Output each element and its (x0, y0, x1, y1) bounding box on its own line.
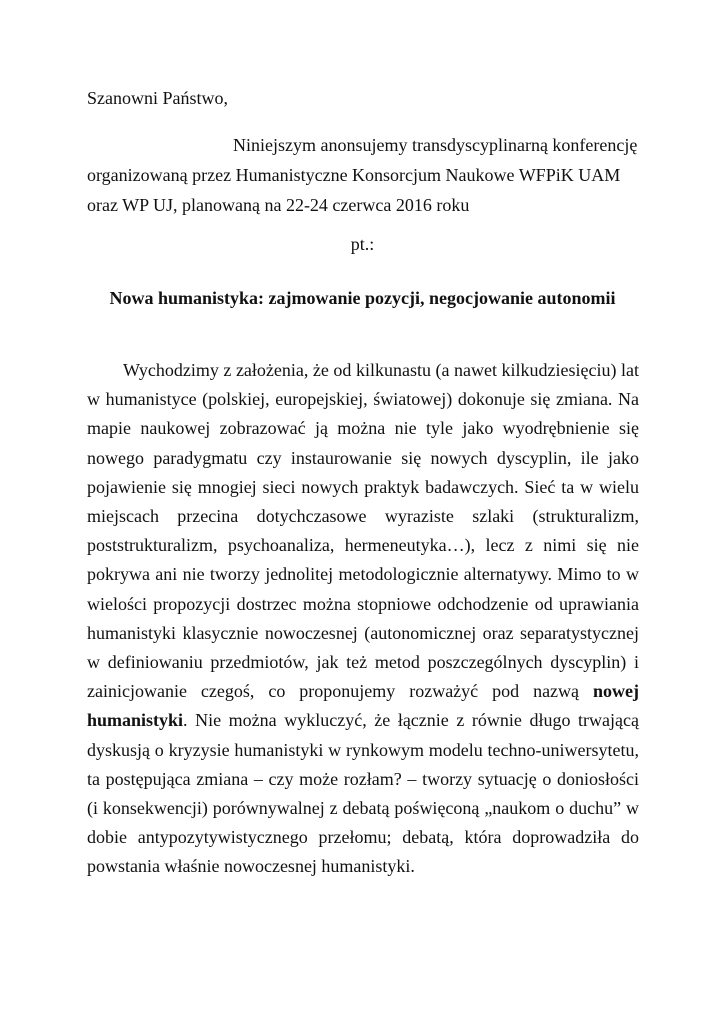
salutation: Szanowni Państwo, (87, 88, 228, 108)
body-emphasis: nowej humanistyki (87, 681, 639, 731)
title-prefix: pt.: (350, 234, 375, 254)
body-text-part-2: . Nie można wykluczyć, że łącznie z równie długo trwającą dyskusją o kryzysie humanistyki w rynkowym modelu techno-uniwersytetu, ta postępująca zmiana – czy może rozłam? – tworzy sytuację o doniosłości (i konsekwencji) porównywalnej z debatą poświęconą „naukom o duchu” w dobie antypozytywistycznego przełomu; debatą, która doprowadziła do powstania właśnie nowoczesnej humanistyki. (87, 710, 639, 877)
conference-title: Nowa humanistyka: zajmowanie pozycji, negocjowanie autonomii (109, 288, 616, 308)
body-paragraph (87, 356, 639, 882)
intro-paragraph: Niniejszym anonsujemy transdyscyplinarną konferencję organizowaną przez Humanistyczne Konsorcjum Naukowe WFPiK UAM oraz WP UJ, planowaną na 22-24 czerwca 2016 roku (87, 135, 638, 215)
body-text-part-1: Wychodzimy z założenia, że od kilkunastu (a nawet kilkudziesięciu) lat w humanistyce (polskiej, europejskiej, światowej) dokonuje się zmiana. Na mapie naukowej zobrazować ją można nie tyle jako wyodrębnienie się nowego paradygmatu czy instaurowanie się nowych dyscyplin, ile jako pojawienie się mnogiej sieci nowych praktyk badawczych. Sieć ta w wielu miejscach przecina dotychczasowe wyraziste szlaki (strukturalizm, poststrukturalizm, psychoanaliza, hermeneutyka…), lecz z nimi się nie pokrywa ani nie tworzy jednolitej metodologicznie alternatywy. Mimo to w wielości propozycji dostrzec można stopniowe odchodzenie od uprawiania humanistyki klasycznie nowoczesnej (autonomicznej oraz separatystycznej w definiowaniu przedmiotów, jak też metod poszczególnych dyscyplin) i zainicjowanie czegoś, co proponujemy rozważyć pod nazwą (87, 360, 639, 702)
